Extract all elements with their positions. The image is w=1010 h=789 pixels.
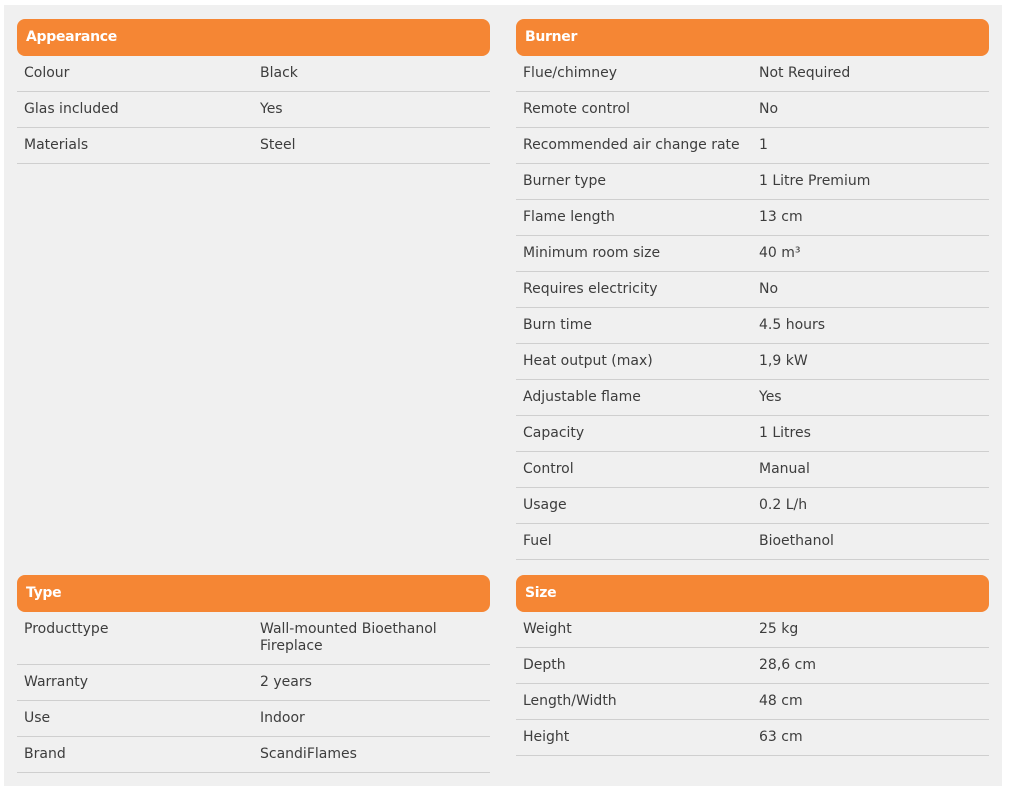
spec-value: ScandiFlames: [260, 746, 357, 762]
section-header-type: Type: [17, 575, 490, 612]
spec-label: Burn time: [523, 317, 592, 333]
spec-row: [17, 737, 490, 773]
spec-row: [516, 612, 989, 648]
spec-value: Not Required: [759, 65, 851, 81]
spec-value: 0.2 L/h: [759, 497, 808, 513]
spec-value: 1: [759, 137, 768, 153]
spec-row: [516, 380, 989, 416]
spec-value: 2 years: [260, 674, 312, 690]
spec-label: Adjustable flame: [523, 389, 641, 405]
spec-label: Minimum room size: [523, 245, 661, 261]
spec-label: Flame length: [523, 209, 615, 225]
spec-value: 63 cm: [759, 729, 803, 745]
spec-label: Remote control: [523, 101, 630, 117]
spec-row: [516, 56, 989, 92]
spec-rows: [516, 612, 989, 756]
spec-label: Warranty: [24, 674, 89, 690]
spec-row: [516, 92, 989, 128]
spec-row: [516, 200, 989, 236]
spec-row: [17, 665, 490, 701]
spec-label: Control: [523, 461, 574, 477]
spec-rows: [17, 56, 490, 164]
spec-row: [516, 524, 989, 560]
spec-value: 1,9 kW: [759, 353, 808, 369]
spec-value: 4.5 hours: [759, 317, 826, 333]
spec-value: Yes: [260, 101, 283, 117]
spec-value: Bioethanol: [759, 533, 834, 549]
spec-row: [516, 164, 989, 200]
spec-label: Brand: [24, 746, 66, 762]
spec-label: Materials: [24, 137, 89, 153]
spec-row: [17, 612, 490, 665]
spec-row: [17, 128, 490, 164]
spec-value: 28,6 cm: [759, 657, 816, 673]
spec-row: [516, 488, 989, 524]
spec-row: [17, 56, 490, 92]
spec-label: Burner type: [523, 173, 606, 189]
spec-value: Black: [260, 65, 298, 81]
spec-row: [17, 701, 490, 737]
spec-row: [516, 344, 989, 380]
spec-label: Heat output (max): [523, 353, 653, 369]
section-header-appearance: Appearance: [17, 19, 490, 56]
section-size: [516, 575, 989, 756]
spec-label: Weight: [523, 621, 572, 637]
section-header-size: Size: [516, 575, 989, 612]
spec-rows: [516, 56, 989, 560]
spec-value: Yes: [759, 389, 782, 405]
spec-label: Glas included: [24, 101, 119, 117]
spec-label: Height: [523, 729, 570, 745]
spec-label: Producttype: [24, 621, 109, 637]
spec-row: [17, 92, 490, 128]
spec-label: Use: [24, 710, 51, 726]
spec-label: Flue/chimney: [523, 65, 618, 81]
spec-label: Fuel: [523, 533, 552, 549]
spec-value: 48 cm: [759, 693, 803, 709]
spec-row: [516, 684, 989, 720]
spec-value: 40 m³: [759, 245, 801, 261]
spec-value: 13 cm: [759, 209, 803, 225]
spec-label: Length/Width: [523, 693, 617, 709]
section-type: [17, 575, 490, 773]
spec-row: [516, 308, 989, 344]
spec-label: Recommended air change rate: [523, 137, 740, 153]
spec-rows: [17, 612, 490, 773]
spec-value: 25 kg: [759, 621, 799, 637]
spec-label: Depth: [523, 657, 566, 673]
spec-row: [516, 128, 989, 164]
spec-row: [516, 416, 989, 452]
spec-row: [516, 236, 989, 272]
spec-value: Manual: [759, 461, 810, 477]
spec-value: Wall-mounted Bioethanol Fireplace: [260, 621, 437, 654]
spec-row: [516, 272, 989, 308]
spec-label: Colour: [24, 65, 70, 81]
spec-row: [516, 452, 989, 488]
spec-value: Indoor: [260, 710, 305, 726]
spec-row: [516, 648, 989, 684]
spec-label: Capacity: [523, 425, 585, 441]
spec-label: Usage: [523, 497, 567, 513]
specifications-panel: [4, 5, 1002, 786]
spec-value: Steel: [260, 137, 296, 153]
spec-label: Requires electricity: [523, 281, 658, 297]
spec-value: No: [759, 101, 779, 117]
spec-row: [516, 720, 989, 756]
section-appearance: [17, 19, 490, 164]
spec-value: 1 Litres: [759, 425, 811, 441]
section-header-burner: Burner: [516, 19, 989, 56]
spec-value: 1 Litre Premium: [759, 173, 871, 189]
section-burner: [516, 19, 989, 560]
spec-value: No: [759, 281, 779, 297]
